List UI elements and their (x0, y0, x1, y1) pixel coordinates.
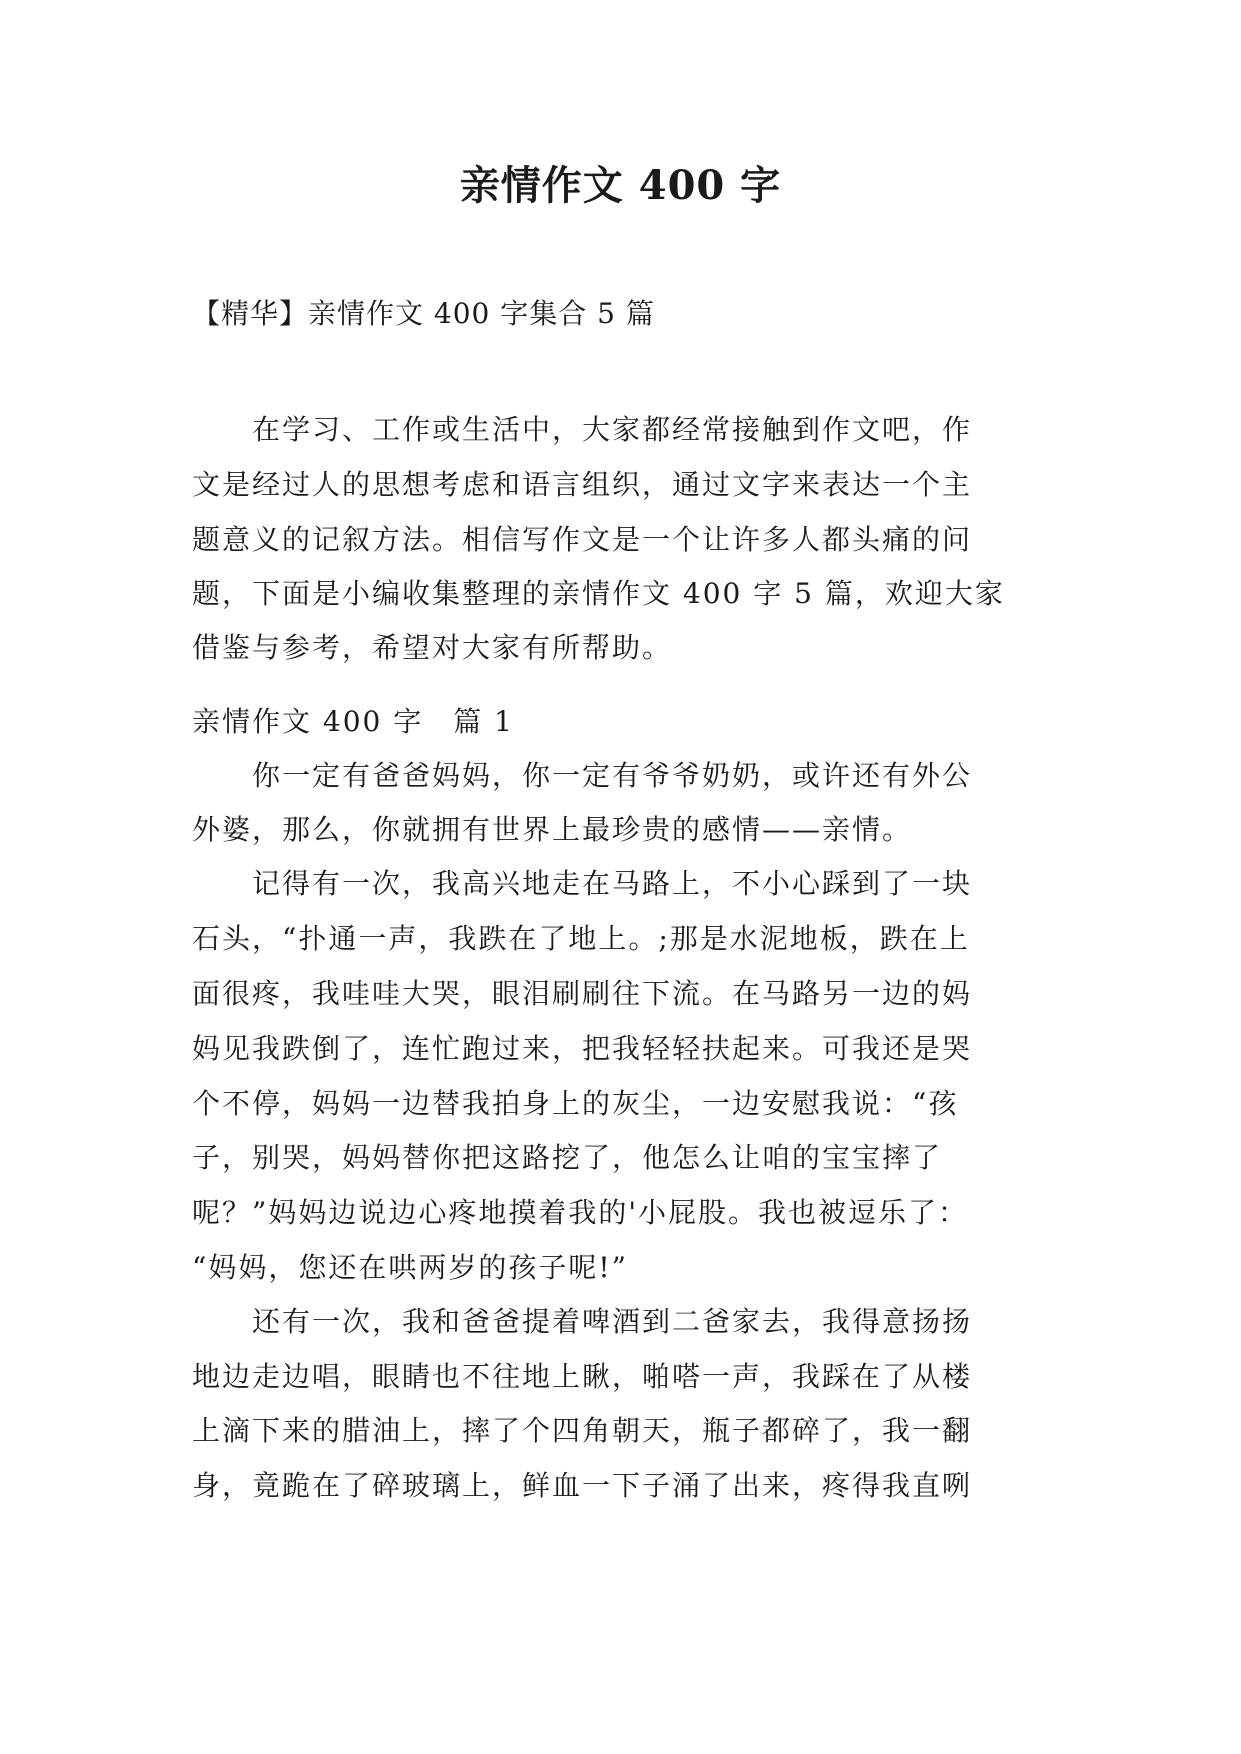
text-line: 个不停，妈妈一边替我拍身上的灰尘，一边安慰我说：“孩 (192, 1087, 959, 1120)
text-line: 在学习、工作或生活中，大家都经常接触到作文吧，作 (192, 413, 973, 446)
text-line: 文是经过人的思想考虑和语言组织，通过文字来表达一个主 (192, 468, 973, 501)
document-subtitle: 【精华】亲情作文 400 字集合 5 篇 (192, 297, 655, 330)
text-line: 面很疼，我哇哇大哭，眼泪刷刷往下流。在马路另一边的妈 (192, 977, 973, 1010)
text-line: 石头，“扑通一声，我跌在了地上。;那是水泥地板，跌在上 (192, 922, 970, 955)
text-line: 你一定有爸爸妈妈，你一定有爷爷奶奶，或许还有外公 (192, 759, 973, 792)
text-line: 借鉴与参考，希望对大家有所帮助。 (192, 631, 673, 664)
section-heading: 亲情作文 400 字 篇 1 (192, 705, 514, 738)
text-line: 呢？”妈妈边说边心疼地摸着我的'小屁股。我也被逗乐了： (192, 1196, 969, 1229)
document-title: 亲情作文 400 字 (459, 162, 782, 209)
text-line: 题，下面是小编收集整理的亲情作文 400 字 5 篇，欢迎大家 (192, 577, 1005, 610)
text-line: 题意义的记叙方法。相信写作文是一个让许多人都头痛的问 (192, 523, 973, 556)
text-line: 记得有一次，我高兴地走在马路上，不小心踩到了一块 (192, 867, 973, 900)
text-line: 身，竟跪在了碎玻璃上，鲜血一下子涌了出来，疼得我直咧 (192, 1469, 973, 1502)
text-line: 外婆，那么，你就拥有世界上最珍贵的感情——亲情。 (192, 813, 913, 846)
text-line: 子，别哭，妈妈替你把这路挖了，他怎么让咱的宝宝摔了 (192, 1141, 943, 1174)
text-line: “妈妈，您还在哄两岁的孩子呢!” (192, 1251, 628, 1284)
text-line: 还有一次，我和爸爸提着啤酒到二爸家去，我得意扬扬 (192, 1305, 973, 1338)
text-line: 妈见我跌倒了，连忙跑过来，把我轻轻扶起来。可我还是哭 (192, 1032, 973, 1065)
text-line: 地边走边唱，眼睛也不往地上瞅，啪嗒一声，我踩在了从楼 (192, 1360, 973, 1393)
text-line: 上滴下来的腊油上，摔了个四角朝天，瓶子都碎了，我一翻 (192, 1414, 973, 1447)
